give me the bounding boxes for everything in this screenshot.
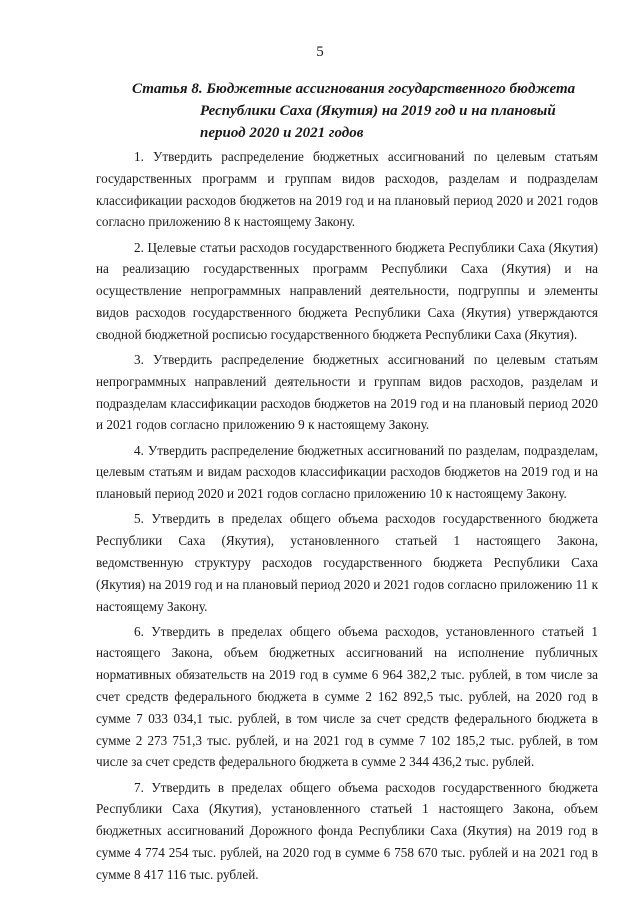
article-title-line: Статья 8. Бюджетные ассигнования государственного бюджета	[132, 81, 576, 97]
paragraph: 6. Утвердить в пределах общего объема расходов, установленного статьей 1 настоящего Закона, объем бюджетных ассигнований на исполнение публичных нормативных обязательств на 2019 год в сумме 6 964 382,2 тыс. рублей, в том числе за счет средств федерального бюджета в сумме 2 162 892,5 тыс. рублей, на 2020 год в сумме 7 033 034,1 тыс. рублей, в том числе за счет средств федерального бюджета в сумме 2 273 751,3 тыс. рублей, и на 2021 год в сумме 7 102 185,2 тыс. рублей, в том числе за счет средств федерального бюджета в сумме 2 344 436,2 тыс. рублей.	[96, 623, 598, 770]
article-title	[132, 78, 576, 144]
article-title-line: Республики Саха (Якутия) на 2019 год и на плановый	[200, 103, 556, 119]
article-body	[96, 146, 598, 889]
paragraph: 3. Утвердить распределение бюджетных ассигнований по целевым статьям непрограммных направлений деятельности и группам видов расходов, разделам и подразделам классификации расходов бюджетов на 2019 год и на плановый период 2020 и 2021 годов согласно приложению 9 к настоящему Закону.	[96, 351, 598, 433]
paragraph: 7. Утвердить в пределах общего объема расходов государственного бюджета Республики Саха (Якутия), установленного статьей 1 настоящего Закона, объем бюджетных ассигнований Дорожного фонда Республики Саха (Якутия) на 2019 год в сумме 4 774 254 тыс. рублей, на 2020 год в сумме 6 758 670 тыс. рублей и на 2021 год в сумме 8 417 116 тыс. рублей.	[96, 779, 598, 882]
paragraph: 5. Утвердить в пределах общего объема расходов государственного бюджета Республики Саха (Якутия), установленного статьей 1 настоящего Закона, ведомственную структуру расходов государственного бюджета Республики Саха (Якутия) на 2019 год и на плановый период 2020 и 2021 годов согласно приложению 11 к настоящему Закону.	[96, 511, 598, 614]
article-title-line: период 2020 и 2021 годов	[200, 125, 364, 141]
paragraph: 1. Утвердить распределение бюджетных ассигнований по целевым статьям государственных программ и группам видов расходов, разделам и подразделам классификации расходов бюджетов на 2019 год и на плановый период 2020 и 2021 годов согласно приложению 8 к настоящему Закону.	[96, 149, 598, 230]
paragraph: 2. Целевые статьи расходов государственного бюджета Республики Саха (Якутия) на реализацию государственных программ Республики Саха (Якутия) и на осуществление непрограммных направлений деятельности, подгруппы и элементы видов расходов государственного бюджета Республики Саха (Якутия) утверждаются сводной бюджетной росписью государственного бюджета Республики Саха (Якутия).	[96, 239, 598, 342]
paragraph: 4. Утвердить распределение бюджетных ассигнований по разделам, подразделам, целевым статьям и видам расходов классификации расходов бюджетов на 2019 год и на плановый период 2020 и 2021 годов согласно приложению 10 к настоящему Закону.	[96, 442, 598, 502]
page-number: 5	[316, 44, 324, 60]
